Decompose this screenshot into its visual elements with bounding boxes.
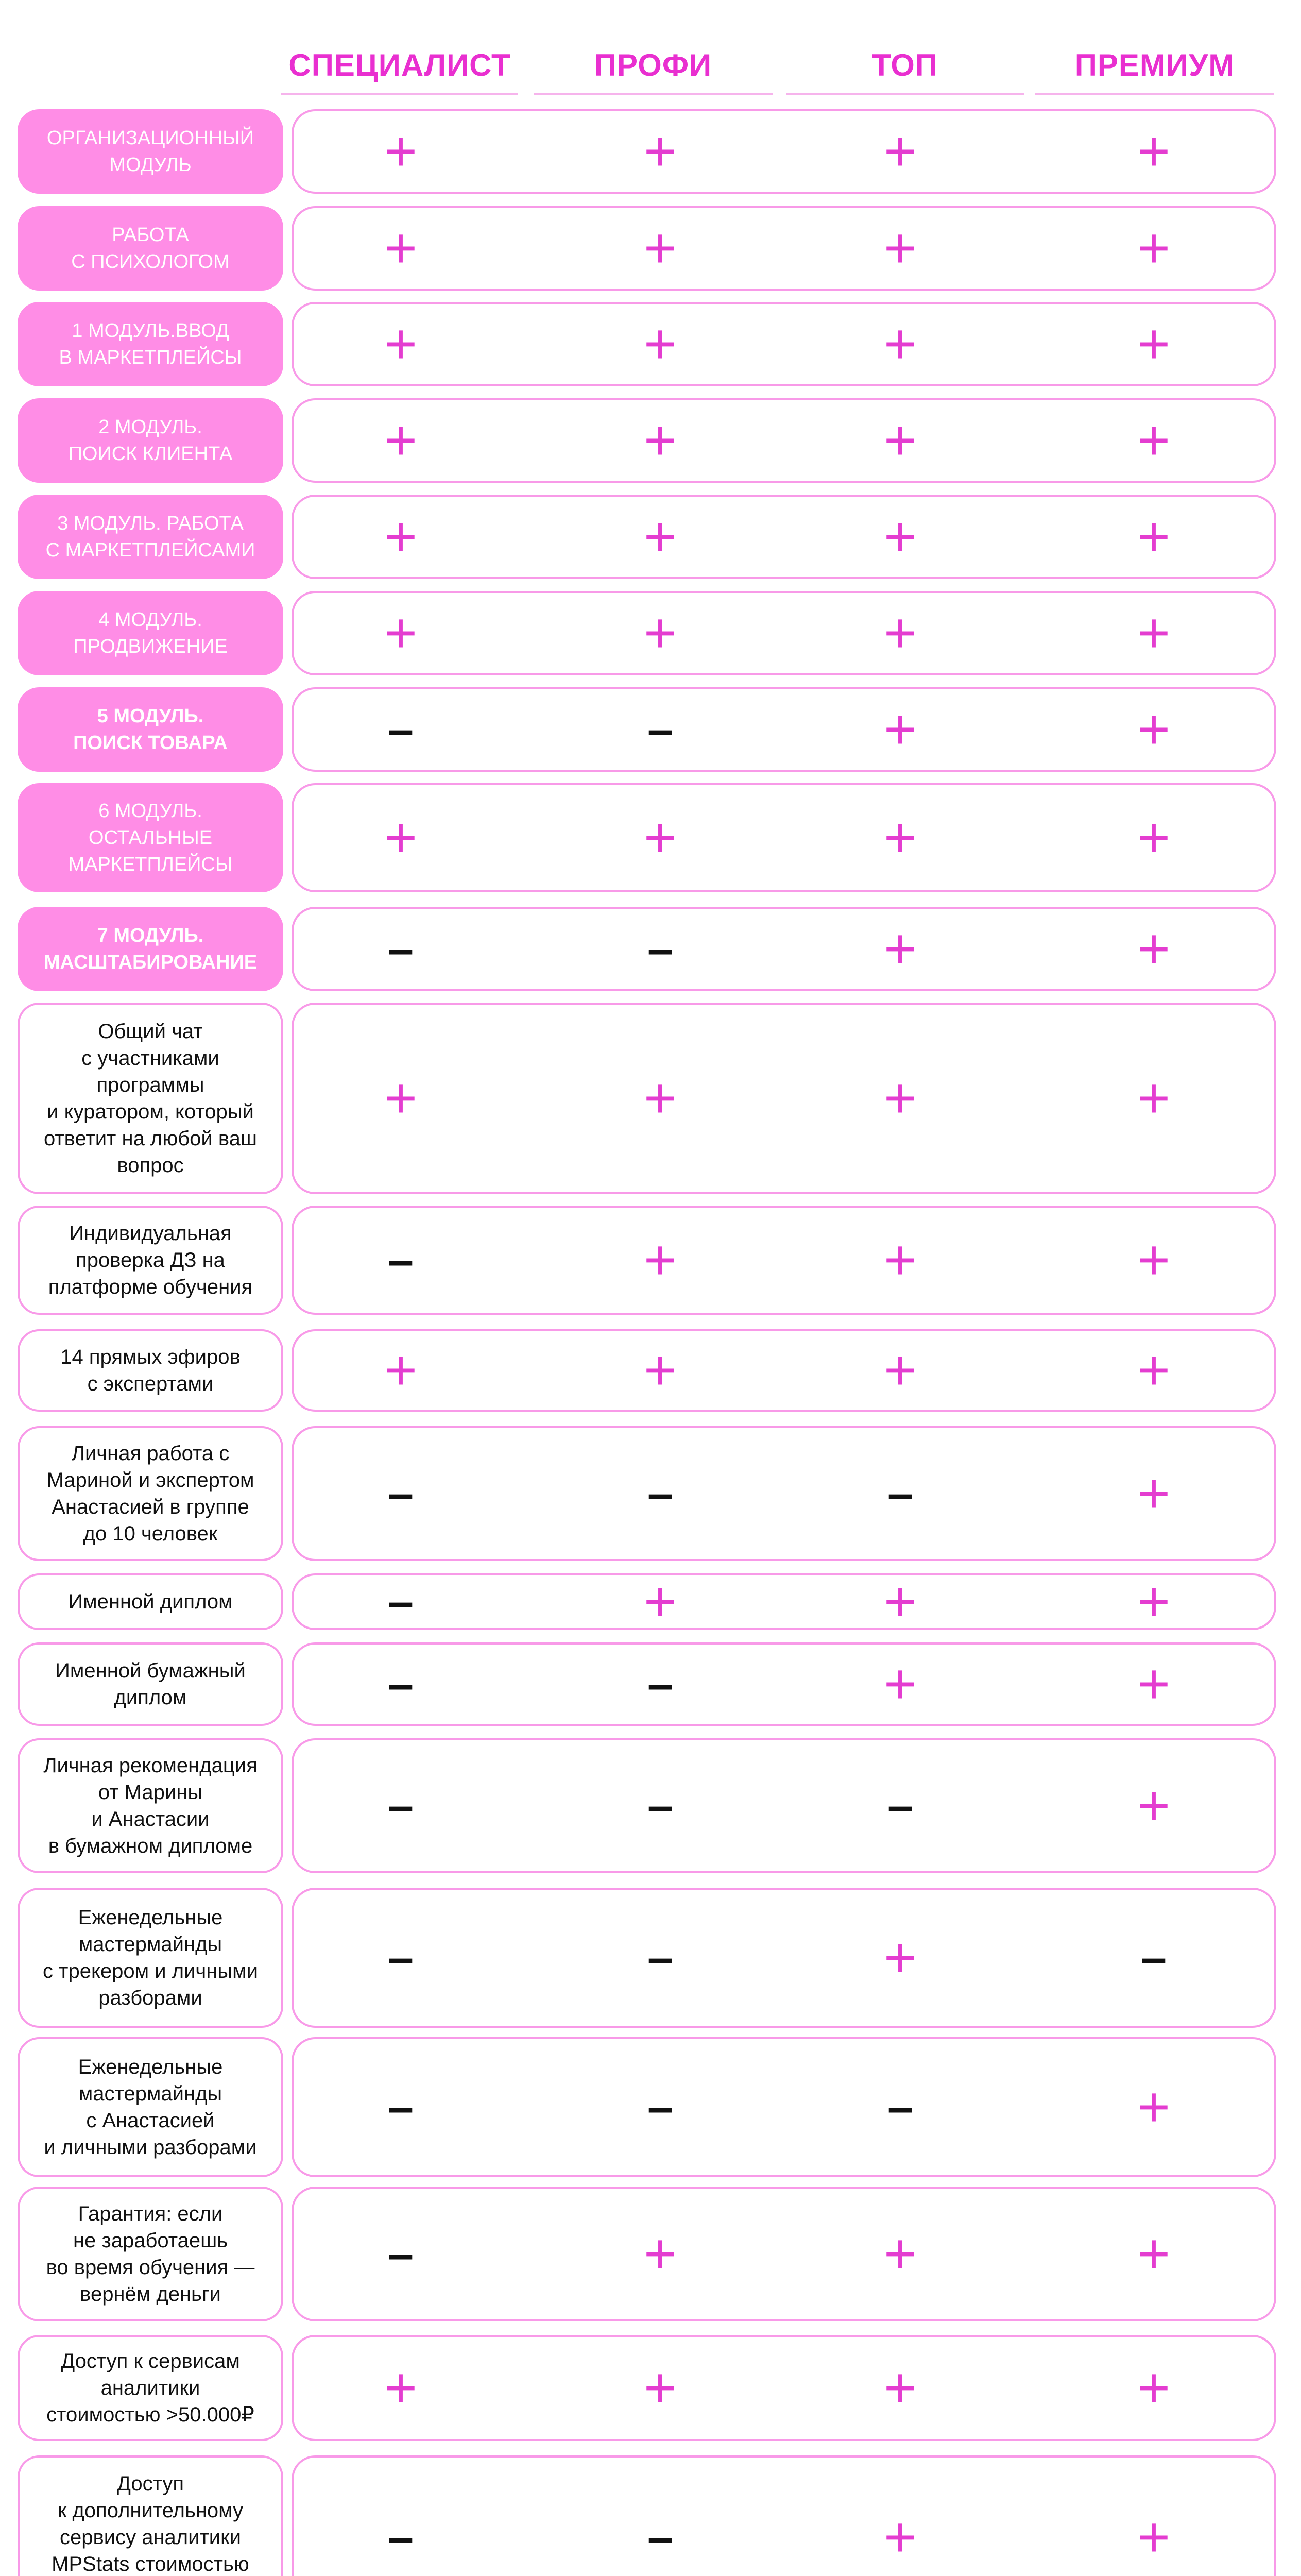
row-label: 5 МОДУЛЬ. ПОИСК ТОВАРА: [18, 687, 283, 772]
minus-icon: –: [647, 1468, 674, 1519]
plus-icon: +: [1137, 505, 1171, 568]
plus-icon: +: [1137, 1338, 1171, 1402]
table-row: [0, 2455, 1301, 2576]
minus-icon: –: [387, 923, 414, 975]
row-label: Общий чат с участниками программы и куратором, который ответит на любой ваш вопрос: [18, 1003, 283, 1194]
plus-icon: +: [1137, 120, 1171, 183]
plus-icon: +: [1137, 312, 1171, 376]
plus-icon: +: [883, 2505, 917, 2569]
plus-icon: +: [384, 806, 418, 869]
minus-icon: –: [887, 1780, 914, 1832]
table-row: [0, 1003, 1301, 1194]
plus-icon: +: [643, 1570, 677, 1633]
plus-icon: +: [384, 120, 418, 183]
plus-icon: +: [643, 806, 677, 869]
minus-icon: –: [387, 1932, 414, 1984]
minus-icon: –: [387, 1780, 414, 1832]
table-row: [0, 206, 1301, 291]
table-row: [0, 109, 1301, 194]
table-row: [0, 1570, 1301, 1633]
plus-icon: +: [1137, 917, 1171, 980]
minus-icon: –: [647, 1658, 674, 1710]
minus-icon: –: [387, 2512, 414, 2563]
table-row: [0, 1206, 1301, 1315]
plus-icon: +: [1137, 1570, 1171, 1633]
plus-icon: +: [643, 505, 677, 568]
minus-icon: –: [387, 2228, 414, 2280]
table-row: [0, 495, 1301, 579]
plus-icon: +: [883, 2222, 917, 2285]
plus-icon: +: [883, 409, 917, 472]
row-label: Гарантия: если не заработаешь во время обучения — вернём деньги: [18, 2187, 283, 2321]
plus-icon: +: [643, 120, 677, 183]
row-label: Еженедельные мастермайнды с трекером и личными разборами: [18, 1888, 283, 2028]
plus-icon: +: [643, 2222, 677, 2285]
plus-icon: +: [643, 312, 677, 376]
plus-icon: +: [384, 601, 418, 665]
row-label: Еженедельные мастермайнды с Анастасией и личными разборами: [18, 2037, 283, 2177]
plus-icon: +: [1137, 2222, 1171, 2285]
row-label: 1 МОДУЛЬ.ВВОД В МАРКЕТПЛЕЙСЫ: [18, 302, 283, 386]
minus-icon: –: [887, 1468, 914, 1519]
row-label: Именной бумажный диплом: [18, 1642, 283, 1726]
plus-icon: +: [643, 2356, 677, 2419]
plus-icon: +: [643, 216, 677, 280]
minus-icon: –: [647, 923, 674, 975]
table-row: [0, 2037, 1301, 2177]
table-row: [0, 1888, 1301, 2028]
plus-icon: +: [883, 216, 917, 280]
column-header-specialist: СПЕЦИАЛИСТ: [281, 37, 518, 95]
plus-icon: +: [384, 505, 418, 568]
plus-icon: +: [1137, 1462, 1171, 1525]
minus-icon: –: [387, 2081, 414, 2133]
plus-icon: +: [1137, 806, 1171, 869]
table-row: [0, 2335, 1301, 2441]
plus-icon: +: [1137, 409, 1171, 472]
plus-icon: +: [883, 120, 917, 183]
row-label: 2 МОДУЛЬ. ПОИСК КЛИЕНТА: [18, 398, 283, 483]
minus-icon: –: [887, 2081, 914, 2133]
row-label: Индивидуальная проверка ДЗ на платформе обучения: [18, 1206, 283, 1315]
plus-icon: +: [643, 1066, 677, 1130]
plus-icon: +: [384, 1338, 418, 1402]
table-row: [0, 591, 1301, 675]
row-label: Личная работа с Мариной и экспертом Анастасией в группе до 10 человек: [18, 1426, 283, 1561]
row-label: РАБОТА С ПСИХОЛОГОМ: [18, 206, 283, 291]
plus-icon: +: [883, 2356, 917, 2419]
plus-icon: +: [883, 806, 917, 869]
plus-icon: +: [1137, 1652, 1171, 1716]
plus-icon: +: [643, 409, 677, 472]
plus-icon: +: [883, 1338, 917, 1402]
row-label: Доступ к сервисам аналитики стоимостью >50.000₽: [18, 2335, 283, 2441]
row-label: ОРГАНИЗАЦИОННЫЙ МОДУЛЬ: [18, 109, 283, 194]
row-label: Личная рекомендация от Марины и Анастасии в бумажном дипломе: [18, 1738, 283, 1873]
table-row: [0, 398, 1301, 483]
table-row: [0, 783, 1301, 892]
minus-icon: –: [647, 2081, 674, 2133]
row-label: Доступ к дополнительному сервису аналитики MPStats стоимостью: [18, 2455, 283, 2576]
table-row: [0, 1426, 1301, 1561]
row-label: 7 МОДУЛЬ. МАСШТАБИРОВАНИЕ: [18, 907, 283, 991]
table-row: [0, 687, 1301, 772]
plus-icon: +: [883, 698, 917, 761]
minus-icon: –: [387, 1468, 414, 1519]
table-row: [0, 2187, 1301, 2321]
plus-icon: +: [643, 1338, 677, 1402]
row-label: 3 МОДУЛЬ. РАБОТА С МАРКЕТПЛЕЙСАМИ: [18, 495, 283, 579]
plus-icon: +: [1137, 216, 1171, 280]
plus-icon: +: [883, 1926, 917, 1989]
table-row: [0, 1738, 1301, 1873]
plus-icon: +: [1137, 1228, 1171, 1292]
table-row: [0, 1329, 1301, 1412]
plus-icon: +: [883, 312, 917, 376]
plus-icon: +: [1137, 698, 1171, 761]
minus-icon: –: [647, 2512, 674, 2563]
plus-icon: +: [1137, 2075, 1171, 2139]
plus-icon: +: [384, 216, 418, 280]
plus-icon: +: [1137, 1774, 1171, 1837]
plus-icon: +: [883, 505, 917, 568]
column-header-profi: ПРОФИ: [534, 37, 773, 95]
plus-icon: +: [384, 2356, 418, 2419]
plus-icon: +: [883, 1652, 917, 1716]
minus-icon: –: [387, 1658, 414, 1710]
plus-icon: +: [883, 601, 917, 665]
column-header-top: ТОП: [786, 37, 1024, 95]
table-row: [0, 302, 1301, 386]
row-label: 14 прямых эфиров с экспертами: [18, 1329, 283, 1412]
minus-icon: –: [1140, 1932, 1167, 1984]
column-header-premium: ПРЕМИУМ: [1035, 37, 1274, 95]
row-label: 6 МОДУЛЬ. ОСТАЛЬНЫЕ МАРКЕТПЛЕЙСЫ: [18, 783, 283, 892]
plus-icon: +: [643, 601, 677, 665]
minus-icon: –: [387, 1576, 414, 1628]
plus-icon: +: [1137, 1066, 1171, 1130]
minus-icon: –: [647, 1932, 674, 1984]
plus-icon: +: [384, 409, 418, 472]
plus-icon: +: [1137, 601, 1171, 665]
minus-icon: –: [647, 704, 674, 755]
plus-icon: +: [883, 1228, 917, 1292]
row-label: Именной диплом: [18, 1573, 283, 1630]
plus-icon: +: [883, 1570, 917, 1633]
table-row: [0, 907, 1301, 991]
minus-icon: –: [387, 704, 414, 755]
plus-icon: +: [1137, 2505, 1171, 2569]
table-row: [0, 1642, 1301, 1726]
minus-icon: –: [647, 1780, 674, 1832]
minus-icon: –: [387, 1234, 414, 1286]
plus-icon: +: [883, 1066, 917, 1130]
plus-icon: +: [1137, 2356, 1171, 2419]
plus-icon: +: [384, 1066, 418, 1130]
row-label: 4 МОДУЛЬ. ПРОДВИЖЕНИЕ: [18, 591, 283, 675]
plus-icon: +: [883, 917, 917, 980]
plus-icon: +: [643, 1228, 677, 1292]
plus-icon: +: [384, 312, 418, 376]
